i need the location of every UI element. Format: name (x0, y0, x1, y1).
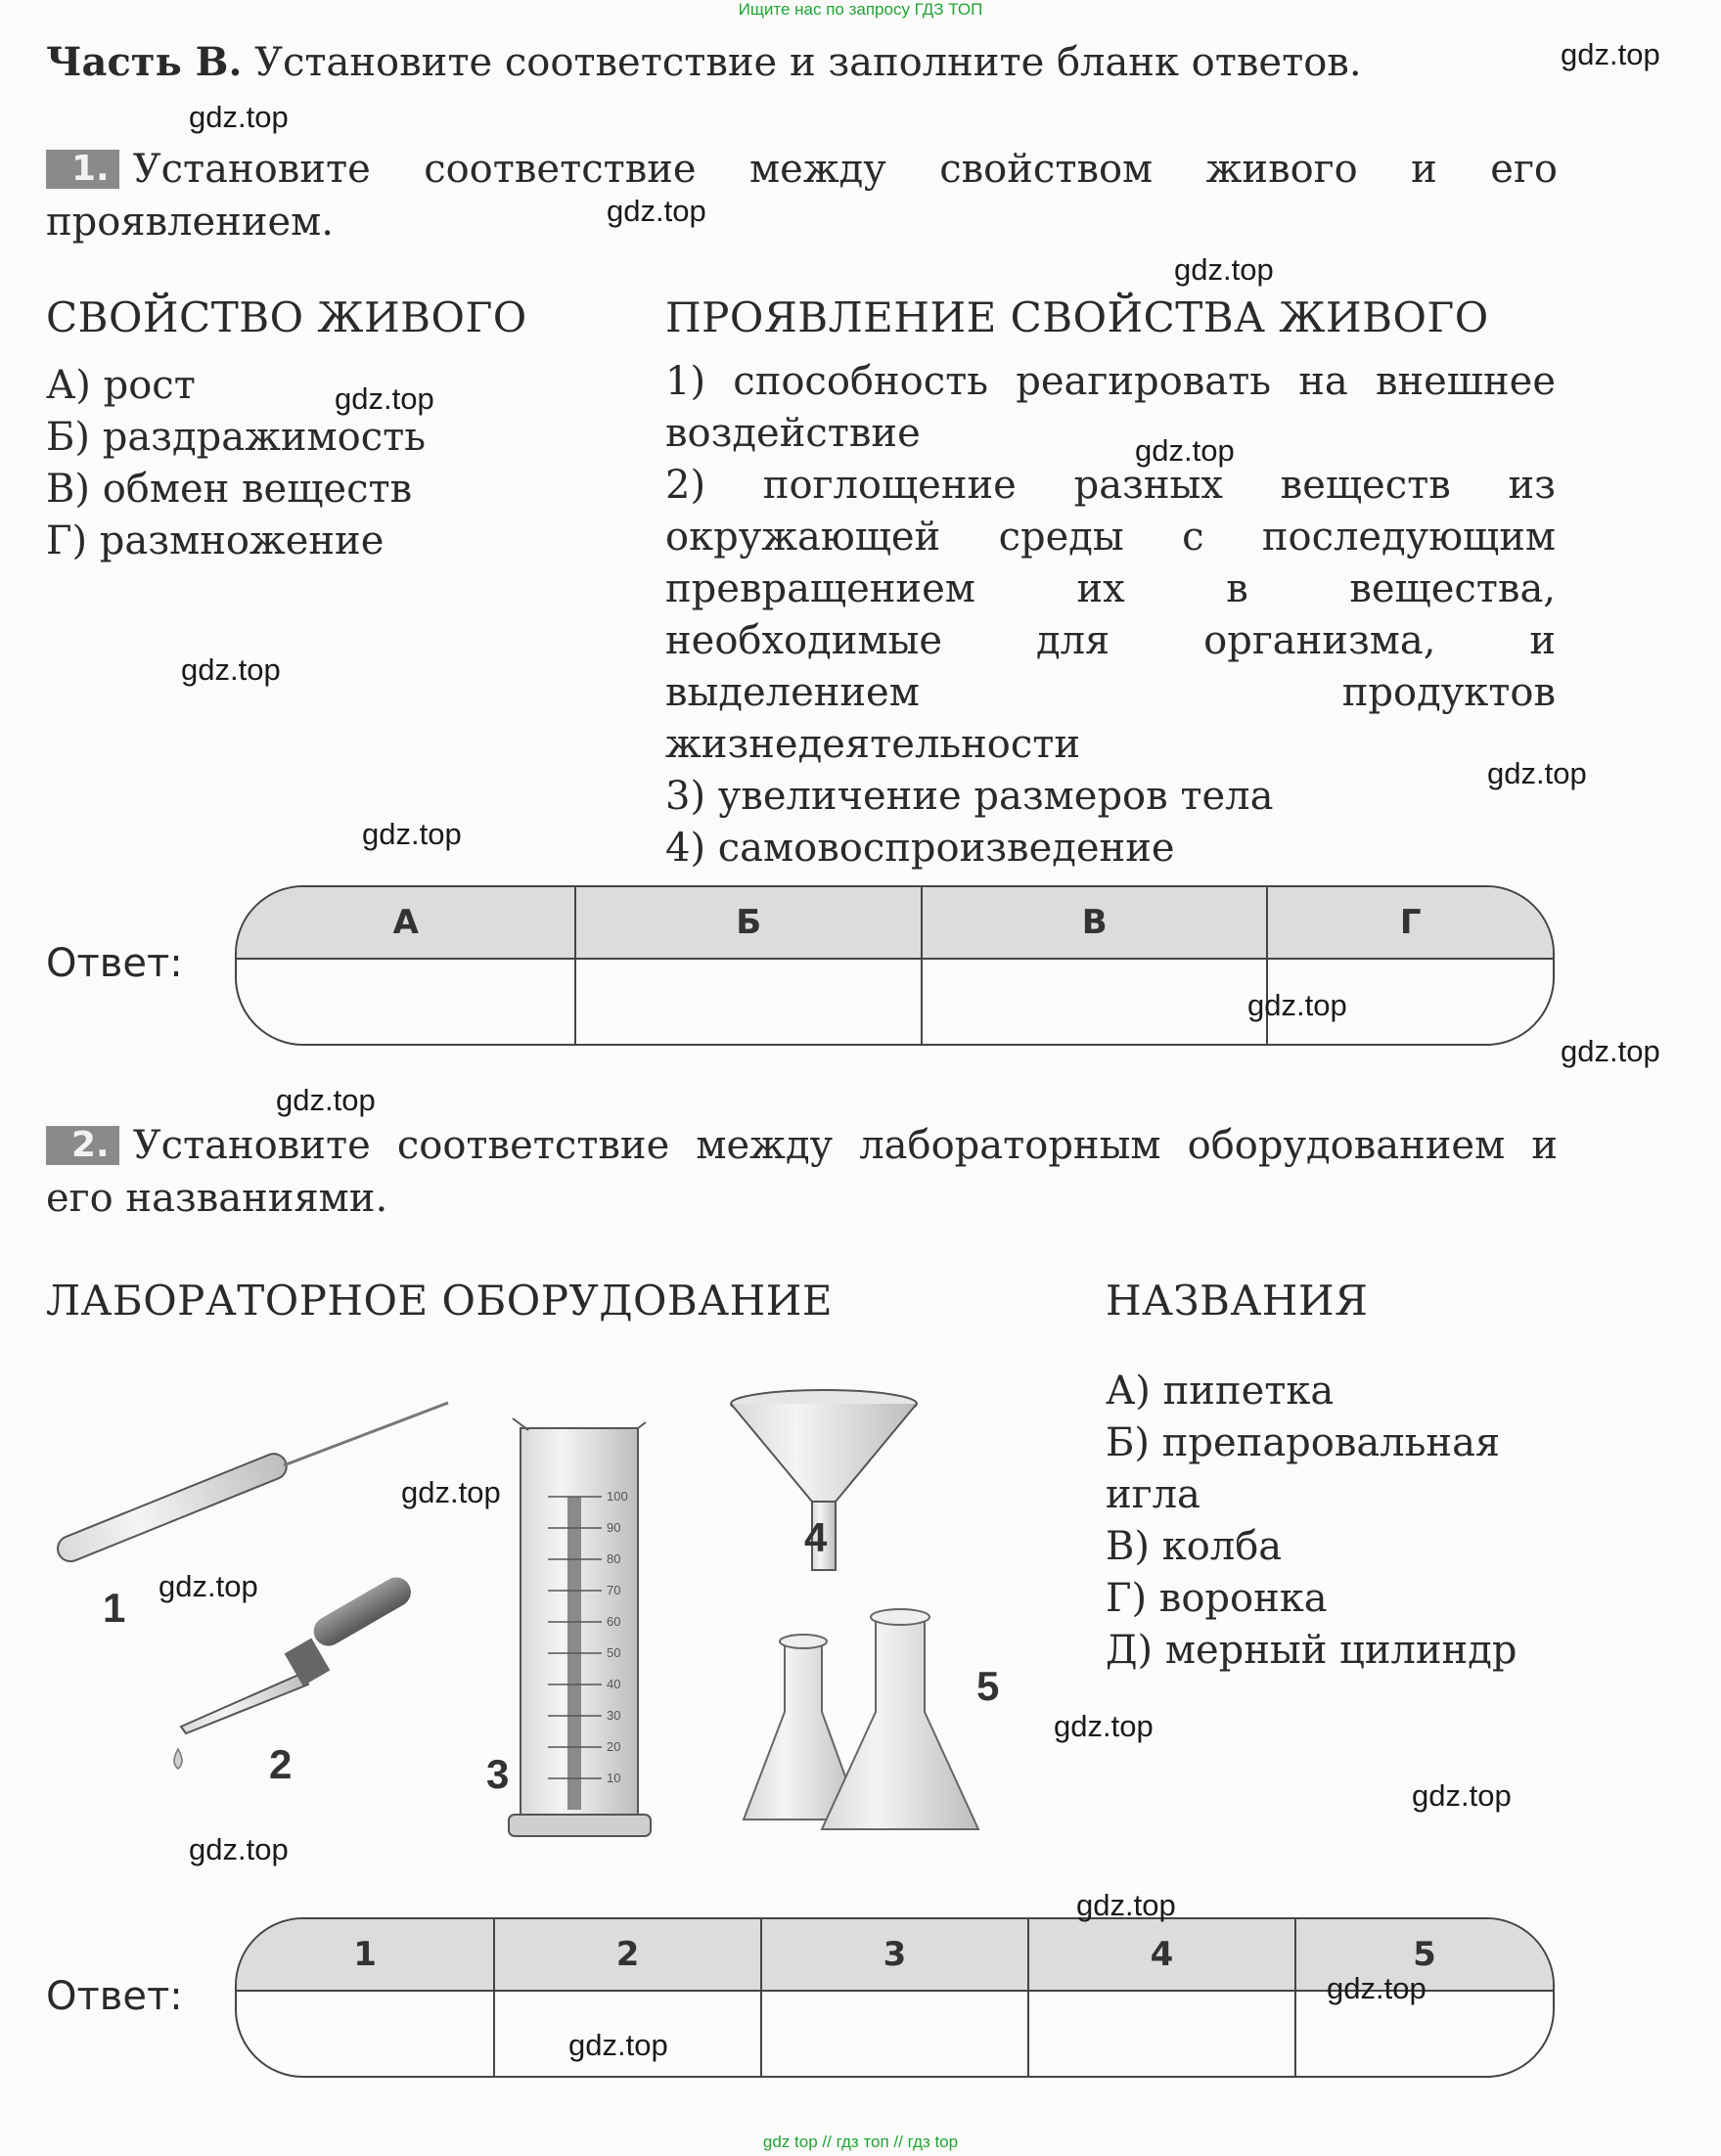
equipment-number-2: 2 (269, 1741, 293, 1787)
answer-header-cell: Г (1267, 887, 1553, 959)
watermark: gdz.top (159, 1569, 258, 1603)
task1-answer-table (235, 885, 1555, 1046)
answer-input-cell[interactable] (1028, 1991, 1295, 2076)
equipment-number-4: 4 (804, 1514, 828, 1560)
task1-text: Установите соответствие между свойством живого и его проявлением. (46, 147, 1558, 245)
list-item: 2) поглощение разных веществ из окружающей среды с последующим превращением их в вещества, необходимые для организма, и выделением продуктов жизнедеятельности (665, 463, 1556, 767)
task2-number: 2. (46, 1126, 119, 1165)
watermark: gdz.top (1412, 1778, 1512, 1813)
watermark: gdz.top (362, 817, 462, 851)
cylinder-scale-label: 60 (607, 1614, 621, 1629)
top-banner: Ищите нас по запросу ГДЗ ТОП (738, 0, 983, 19)
task1-statement (46, 143, 1558, 248)
watermark: gdz.top (189, 100, 289, 134)
watermark: gdz.top (276, 1083, 376, 1117)
task2-answer-label: Ответ: (46, 1974, 183, 2019)
answer-header-cell: В (922, 887, 1268, 959)
list-item: Б) препаровальная игла (1106, 1420, 1501, 1517)
watermark: gdz.top (1327, 1971, 1427, 2005)
watermark: gdz.top (189, 1832, 289, 1866)
list-item: В) колба (1106, 1524, 1283, 1569)
task1-manifestations-list (665, 356, 1556, 875)
watermark: gdz.top (1561, 37, 1660, 71)
list-item: 4) самовоспроизведение (665, 826, 1175, 871)
watermark: gdz.top (181, 652, 281, 687)
part-title-text: Установите соответствие и заполните бланк ответов. (242, 40, 1362, 85)
task1-answer-label: Ответ: (46, 941, 183, 986)
watermark: gdz.top (1135, 433, 1235, 468)
answer-header-cell: 5 (1295, 1919, 1553, 1991)
answer-header-cell: 4 (1028, 1919, 1295, 1991)
part-title-bold: Часть В. (46, 39, 243, 85)
dissecting-needle-figure (54, 1403, 448, 1565)
list-item: Б) раздражимость (46, 415, 427, 460)
equipment-number-1: 1 (103, 1585, 126, 1631)
answer-input-cell[interactable] (237, 959, 575, 1044)
equipment-number-3: 3 (486, 1751, 510, 1797)
bottom-banner: gdz top // гдз топ // гдз top (762, 2133, 959, 2151)
cylinder-scale-label: 80 (607, 1551, 621, 1566)
list-item: А) рост (46, 363, 196, 408)
part-title (46, 39, 1362, 85)
watermark: gdz.top (568, 2028, 668, 2062)
list-item: А) пипетка (1106, 1369, 1335, 1414)
graduated-cylinder-figure (509, 1418, 651, 1836)
answer-input-cell[interactable] (761, 1991, 1028, 2076)
cylinder-scale-label: 70 (607, 1583, 621, 1597)
list-item: Г) размножение (46, 518, 385, 563)
list-item: 3) увеличение размеров тела (665, 774, 1274, 819)
cylinder-scale-label: 90 (607, 1520, 621, 1535)
lab-equipment-illustration (39, 1379, 1066, 1849)
watermark: gdz.top (335, 382, 434, 416)
cylinder-scale-label: 20 (607, 1739, 621, 1754)
list-item: Г) воронка (1106, 1576, 1328, 1621)
task1-left-header: СВОЙСТВО ЖИВОГО (46, 293, 527, 341)
cylinder-scale-label: 30 (607, 1708, 621, 1723)
cylinder-scale-label: 50 (607, 1645, 621, 1660)
task1-number: 1. (46, 150, 119, 189)
task2-statement (46, 1119, 1558, 1225)
task2-right-header: НАЗВАНИЯ (1106, 1277, 1369, 1325)
task2-text: Установите соответствие между лабораторным оборудованием и его названиями. (46, 1123, 1558, 1221)
cylinder-scale-label: 40 (607, 1677, 621, 1691)
cylinder-scale-label: 10 (607, 1771, 621, 1785)
answer-header-cell: 1 (237, 1919, 494, 1991)
cylinder-scale-label: 100 (607, 1489, 628, 1504)
answer-input-cell[interactable] (922, 959, 1268, 1044)
equipment-number-5: 5 (976, 1663, 1000, 1709)
watermark: gdz.top (1247, 988, 1347, 1022)
list-item: В) обмен веществ (46, 467, 413, 512)
watermark: gdz.top (1054, 1709, 1154, 1743)
watermark: gdz.top (1174, 252, 1274, 287)
task1-right-header: ПРОЯВЛЕНИЕ СВОЙСТВА ЖИВОГО (665, 293, 1489, 341)
answer-input-cell[interactable] (575, 959, 922, 1044)
watermark: gdz.top (401, 1475, 501, 1509)
watermark: gdz.top (1487, 756, 1587, 790)
answer-header-cell: А (237, 887, 575, 959)
flasks-figure (744, 1609, 978, 1829)
answer-input-cell[interactable] (237, 1991, 494, 2076)
list-item: 1) способность реагировать на внешнее воздействие (665, 359, 1556, 456)
list-item: Д) мерный цилиндр (1106, 1628, 1517, 1673)
task2-left-header: ЛАБОРАТОРНОЕ ОБОРУДОВАНИЕ (46, 1277, 833, 1325)
watermark: gdz.top (1561, 1034, 1660, 1068)
answer-header-cell: 2 (494, 1919, 761, 1991)
watermark: gdz.top (607, 194, 706, 228)
answer-header-cell: Б (575, 887, 922, 959)
watermark: gdz.top (1076, 1888, 1176, 1922)
answer-header-cell: 3 (761, 1919, 1028, 1991)
task2-names-list (1106, 1366, 1556, 1677)
